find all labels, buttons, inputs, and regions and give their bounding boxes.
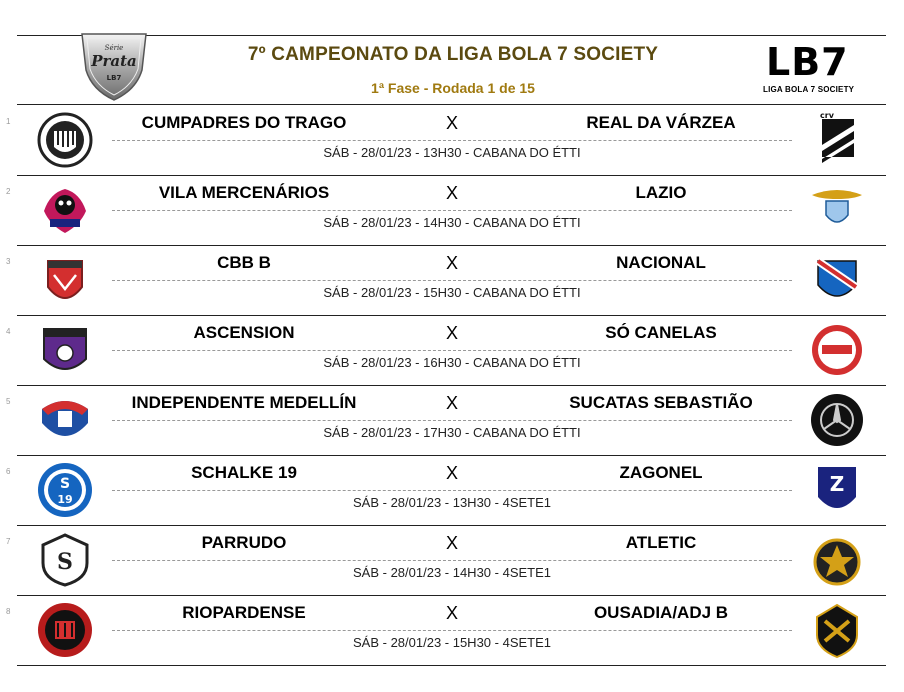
home-team-name: ASCENSION — [193, 323, 295, 342]
away-team-name: SUCATAS SEBASTIÃO — [569, 393, 753, 412]
away-team-name: LAZIO — [635, 183, 687, 202]
league-logo-mark: LB7 — [766, 40, 849, 84]
svg-text:Z: Z — [829, 472, 845, 496]
svg-text:crv: crv — [820, 111, 834, 120]
away-team-crest-icon — [808, 181, 866, 239]
row-dashed-divider — [112, 210, 792, 211]
row-dashed-divider — [112, 630, 792, 631]
match-row — [0, 525, 904, 595]
away-team-crest-icon — [808, 321, 866, 379]
row-dashed-divider — [112, 490, 792, 491]
match-date-time-venue: SÁB - 28/01/23 - 13H30 - 4SETE1 — [353, 495, 551, 510]
home-team-name: VILA MERCENÁRIOS — [158, 183, 330, 202]
match-row — [0, 245, 904, 315]
match-row — [0, 385, 904, 455]
home-team-name: PARRUDO — [201, 533, 287, 552]
match-row — [0, 455, 904, 525]
away-team-crest-icon — [808, 531, 866, 589]
away-team-name: ATLETIC — [625, 533, 697, 552]
home-team-name: INDEPENDENTE MEDELLÍN — [131, 393, 357, 412]
away-team-name: NACIONAL — [616, 253, 706, 272]
match-date-time-venue: SÁB - 28/01/23 - 17H30 - CABANA DO ÉTTI — [323, 425, 581, 440]
away-team-crest-icon — [808, 461, 866, 519]
away-team-crest-icon — [808, 251, 866, 309]
away-team-name: ZAGONEL — [619, 463, 703, 482]
home-team-crest-icon — [36, 251, 94, 309]
match-number: 5 — [6, 397, 11, 406]
svg-text:Série: Série — [104, 44, 124, 52]
championship-title: 7º CAMPEONATO DA LIGA BOLA 7 SOCIETY — [247, 44, 659, 65]
row-dashed-divider — [112, 350, 792, 351]
away-team-name: REAL DA VÁRZEA — [586, 113, 736, 132]
home-team-crest-icon — [36, 181, 94, 239]
home-team-name: RIOPARDENSE — [182, 603, 306, 622]
home-team-crest-icon — [36, 111, 94, 169]
svg-text:S: S — [59, 476, 71, 492]
home-team-crest-icon — [36, 321, 94, 379]
match-date-time-venue: SÁB - 28/01/23 - 14H30 - 4SETE1 — [353, 565, 551, 580]
versus-label: X — [445, 463, 458, 483]
versus-label: X — [445, 253, 458, 273]
match-number: 6 — [6, 467, 11, 476]
league-logo — [760, 40, 855, 96]
versus-label: X — [445, 113, 458, 133]
match-row — [0, 175, 904, 245]
home-team-crest-icon — [36, 461, 94, 519]
match-number: 1 — [6, 117, 11, 126]
match-date-time-venue: SÁB - 28/01/23 - 15H30 - CABANA DO ÉTTI — [323, 285, 581, 300]
row-dashed-divider — [112, 280, 792, 281]
versus-label: X — [445, 603, 458, 623]
home-team-crest-icon — [36, 601, 94, 659]
home-team-name: CUMPADRES DO TRAGO — [141, 113, 347, 132]
versus-label: X — [445, 323, 458, 343]
svg-text:19: 19 — [57, 493, 73, 506]
match-row — [0, 315, 904, 385]
home-team-name: CBB B — [217, 253, 271, 272]
home-team-crest-icon — [36, 391, 94, 449]
match-number: 7 — [6, 537, 11, 546]
away-team-name: SÓ CANELAS — [605, 323, 717, 342]
match-date-time-venue: SÁB - 28/01/23 - 14H30 - CABANA DO ÉTTI — [323, 215, 581, 230]
home-team-crest-icon — [36, 531, 94, 589]
row-dashed-divider — [112, 140, 792, 141]
match-number: 8 — [6, 607, 11, 616]
row-divider — [17, 665, 886, 666]
serie-prata-badge-logo — [76, 30, 152, 102]
league-logo-caption: LIGA BOLA 7 SOCIETY — [763, 85, 855, 94]
match-row — [0, 105, 904, 175]
row-dashed-divider — [112, 420, 792, 421]
match-date-time-venue: SÁB - 28/01/23 - 15H30 - 4SETE1 — [353, 635, 551, 650]
match-date-time-venue: SÁB - 28/01/23 - 13H30 - CABANA DO ÉTTI — [323, 145, 581, 160]
away-team-crest-icon — [808, 111, 866, 169]
home-team-name: SCHALKE 19 — [191, 463, 297, 482]
away-team-crest-icon — [808, 601, 866, 659]
round-subtitle: 1ª Fase - Rodada 1 de 15 — [371, 80, 535, 96]
versus-label: X — [445, 393, 458, 413]
svg-text:LB7: LB7 — [106, 74, 122, 82]
match-row — [0, 595, 904, 665]
away-team-name: OUSADIA/ADJ B — [593, 603, 729, 622]
versus-label: X — [445, 183, 458, 203]
svg-text:Prata: Prata — [91, 52, 137, 70]
versus-label: X — [445, 533, 458, 553]
away-team-crest-icon — [808, 391, 866, 449]
match-number: 2 — [6, 187, 11, 196]
match-date-time-venue: SÁB - 28/01/23 - 16H30 - CABANA DO ÉTTI — [323, 355, 581, 370]
match-number: 4 — [6, 327, 11, 336]
row-dashed-divider — [112, 560, 792, 561]
svg-text:S: S — [57, 549, 73, 575]
match-number: 3 — [6, 257, 11, 266]
